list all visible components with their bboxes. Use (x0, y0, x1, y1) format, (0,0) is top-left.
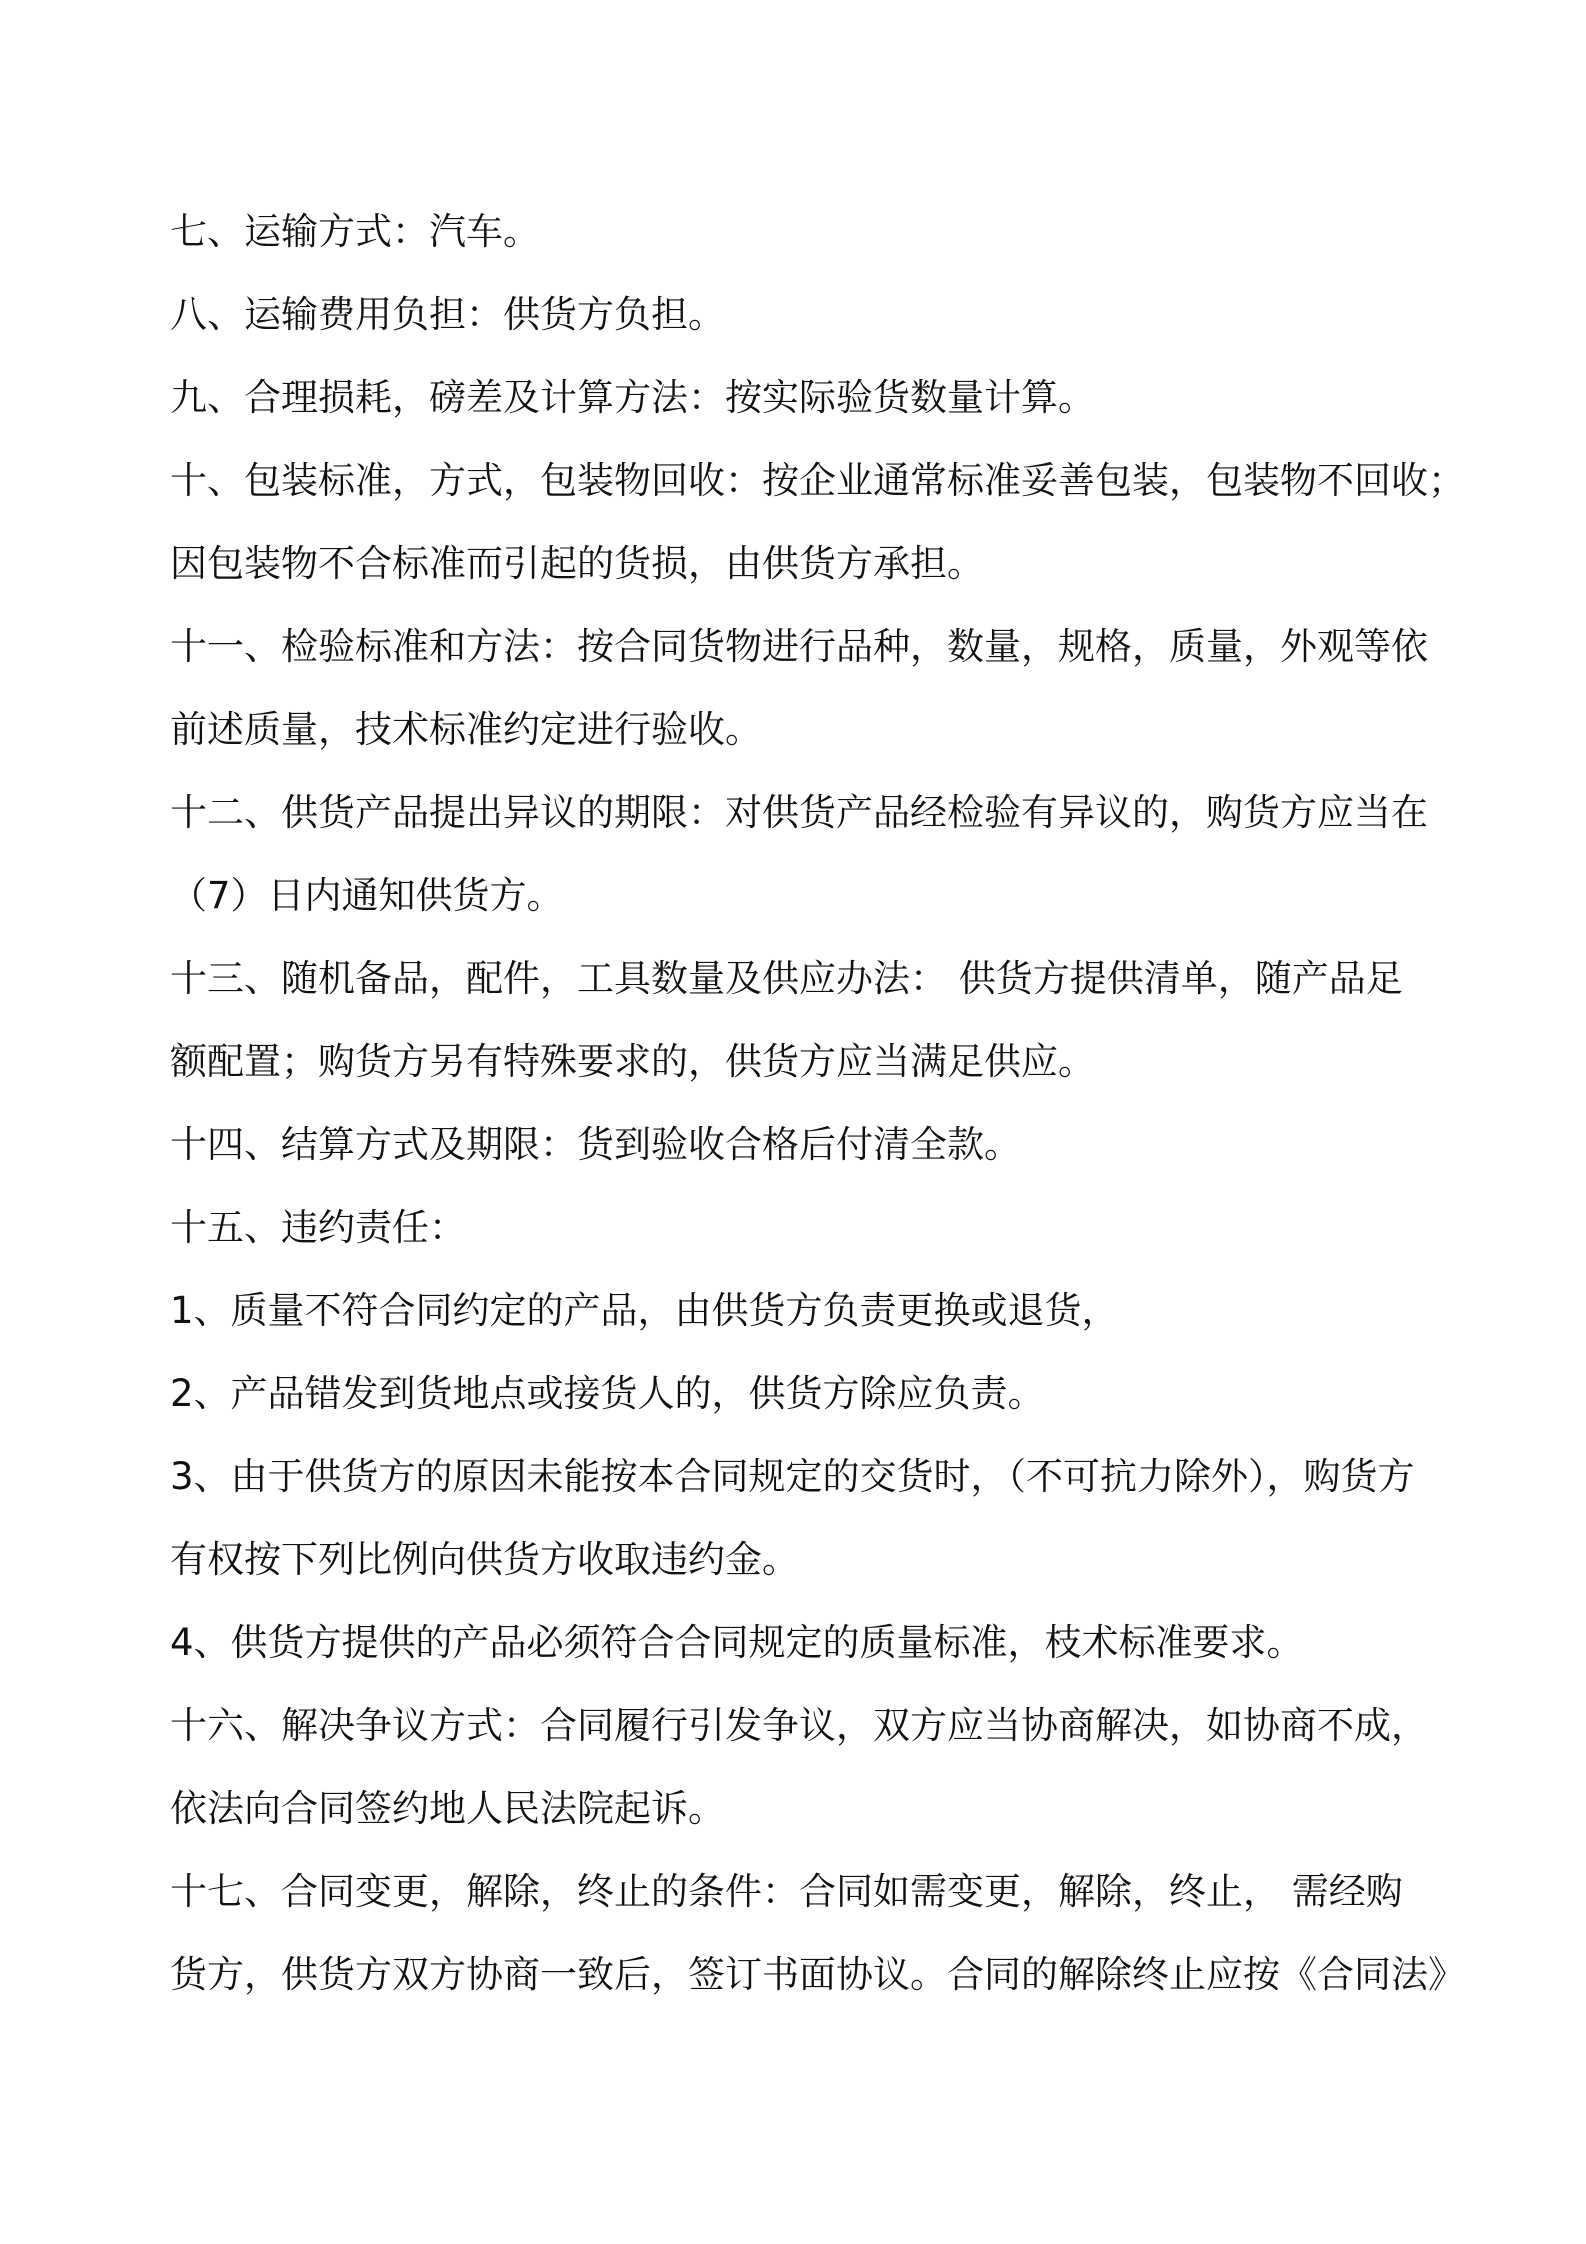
text-line: 十三、随机备品，配件，工具数量及供应办法： 供货方提供清单，随产品足 (170, 957, 1403, 1000)
text-line: 有权按下列比例向供货方收取违约金。 (170, 1538, 799, 1581)
text-line: 因包装物不合标准而引起的货损，由供货方承担。 (170, 542, 984, 585)
text-line: 十二、供货产品提出异议的期限：对供货产品经检验有异议的，购货方应当在 (170, 791, 1428, 834)
text-line: 九、合理损耗，磅差及计算方法：按实际验货数量计算。 (170, 376, 1095, 419)
text-line: 十一、检验标准和方法：按合同货物进行品种，数量，规格，质量，外观等依 (170, 625, 1428, 668)
text-line: 十、包装标准，方式，包装物回收：按企业通常标准妥善包装，包装物不回收； (170, 459, 1465, 502)
text-line: 货方，供货方双方协商一致后，签订书面协议。合同的解除终止应按《合同法》 (170, 1953, 1465, 1996)
text-line: 十六、解决争议方式：合同履行引发争议，双方应当协商解决，如协商不成， (170, 1704, 1428, 1747)
text-line: 1、质量不符合同约定的产品，由供货方负责更换或退货， (170, 1289, 1119, 1332)
text-line: 十七、合同变更，解除，终止的条件：合同如需变更，解除，终止， 需经购 (170, 1870, 1403, 1913)
text-line: 七、运输方式：汽车。 (170, 210, 540, 253)
text-line: 额配置；购货方另有特殊要求的，供货方应当满足供应。 (170, 1040, 1095, 1083)
contract-text (170, 190, 1465, 2016)
text-line: 十五、违约责任： (170, 1206, 466, 1249)
text-line: 八、运输费用负担：供货方负担。 (170, 293, 725, 336)
text-line: （7）日内通知供货方。 (170, 874, 564, 917)
text-line: 前述质量，技术标准约定进行验收。 (170, 708, 762, 751)
text-line: 2、产品错发到货地点或接货人的，供货方除应负责。 (170, 1372, 1045, 1415)
text-line: 3、由于供货方的原因未能按本合同规定的交货时，（不可抗力除外），购货方 (170, 1455, 1415, 1498)
text-line: 4、供货方提供的产品必须符合合同规定的质量标准，枝术标准要求。 (170, 1621, 1304, 1664)
text-line: 依法向合同签约地人民法院起诉。 (170, 1787, 725, 1830)
text-line: 十四、结算方式及期限：货到验收合格后付清全款。 (170, 1123, 1021, 1166)
